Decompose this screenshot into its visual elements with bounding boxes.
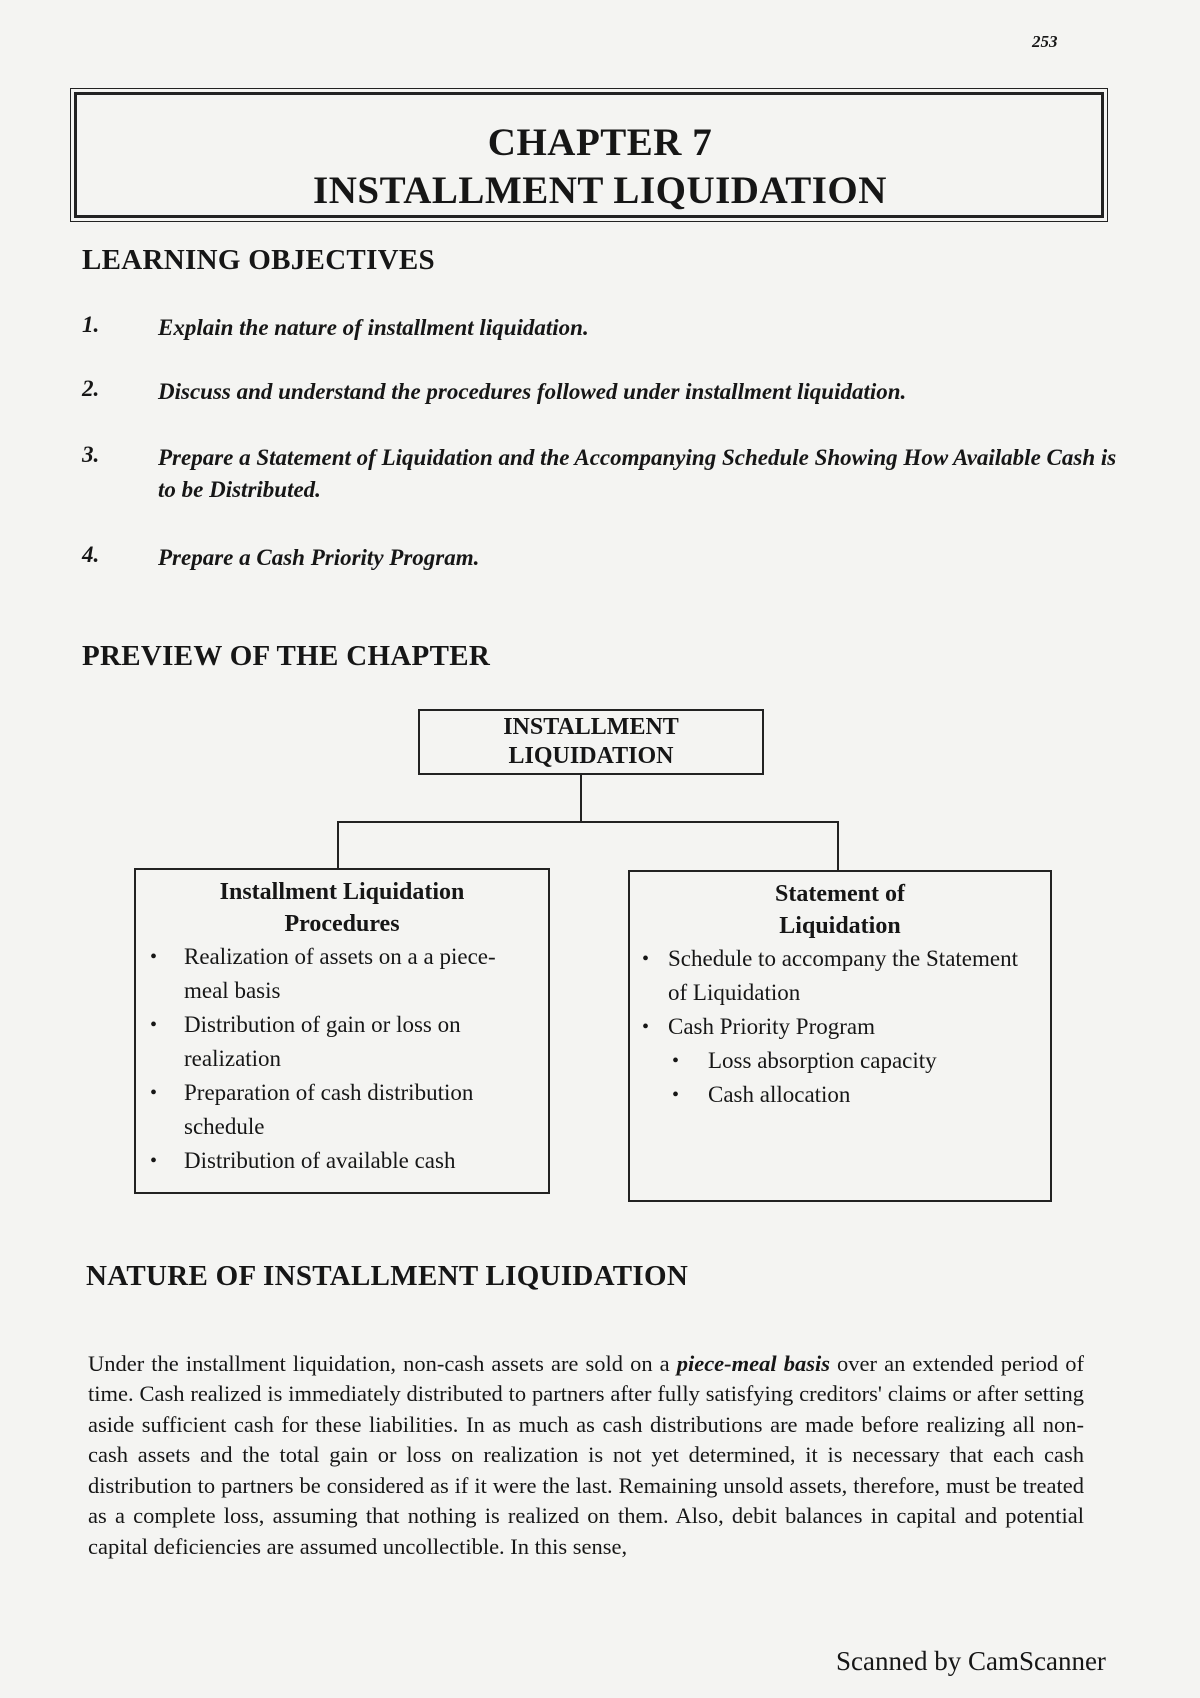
diagram-root-node — [418, 709, 764, 775]
procedures-list — [136, 940, 548, 1178]
node-title-line: Procedures — [284, 911, 400, 937]
preview-heading: PREVIEW OF THE CHAPTER — [82, 640, 491, 672]
node-title-line: Installment Liquidation — [219, 879, 465, 905]
objective-text: Discuss and understand the procedures followed under installment liquidation. — [158, 379, 907, 404]
sub-list-item: • Cash allocation — [630, 1078, 1050, 1112]
list-item: • Realization of assets on a a piece-meal basis — [136, 940, 548, 1008]
objective-number: 1. — [82, 312, 100, 337]
chapter-number: CHAPTER 7 — [487, 121, 713, 164]
root-node-line: INSTALLMENT — [503, 714, 679, 740]
list-item: • Distribution of available cash — [136, 1144, 548, 1178]
objective-number: 2. — [82, 376, 100, 401]
nature-paragraph — [88, 1349, 1084, 1563]
page-number: 253 — [1032, 32, 1058, 51]
learning-objectives-heading: LEARNING OBJECTIVES — [82, 244, 435, 276]
nature-heading: NATURE OF INSTALLMENT LIQUIDATION — [86, 1260, 689, 1292]
paragraph-text: Under the installment liquidation, non-cash assets are sold on a — [88, 1350, 677, 1376]
statement-node — [628, 870, 1052, 1202]
list-item: • Distribution of gain or loss on realization — [136, 1008, 548, 1076]
objective-text: Prepare a Cash Priority Program. — [158, 545, 480, 570]
paragraph-text: over an extended period of time. Cash realized is immediately distributed to partners after fully satisfying creditors' claims or after setting aside sufficient cash for these liabilities. In as much as cash distributions are made before realizing all non-cash assets and the total gain or loss on realization is not yet determined, it is necessary that each cash distribution to partners be considered as if it were the last. Remaining unsold assets, therefore, must be treated as a complete loss, assuming that nothing is realized on them. Also, debit balances in capital and potential capital deficiencies are assumed uncollectible. In this sense, — [88, 1350, 1084, 1560]
node-title-line: Statement of — [775, 881, 905, 907]
chapter-title: INSTALLMENT LIQUIDATION — [313, 169, 887, 212]
statement-list — [630, 942, 1050, 1112]
objective-number: 4. — [82, 542, 100, 567]
objective-text: Prepare a Statement of Liquidation and the Accompanying Schedule Showing How Available Cash is to be Distributed. — [158, 445, 1117, 502]
list-item: • Cash Priority Program — [630, 1010, 1050, 1044]
sub-list-item: • Loss absorption capacity — [630, 1044, 1050, 1078]
procedures-node-title — [136, 876, 548, 940]
procedures-node — [134, 868, 550, 1194]
objective-text: Explain the nature of installment liquidation. — [158, 315, 589, 340]
root-node-line: LIQUIDATION — [508, 743, 674, 769]
objective-number: 3. — [82, 442, 100, 467]
emphasis-text: piece-meal basis — [676, 1350, 830, 1376]
statement-node-title — [630, 878, 1050, 942]
node-title-line: Liquidation — [779, 913, 901, 939]
list-item: • Preparation of cash distribution schedule — [136, 1076, 548, 1144]
list-item: • Schedule to accompany the Statement of Liquidation — [630, 942, 1050, 1010]
scanner-watermark: Scanned by CamScanner — [836, 1646, 1106, 1676]
